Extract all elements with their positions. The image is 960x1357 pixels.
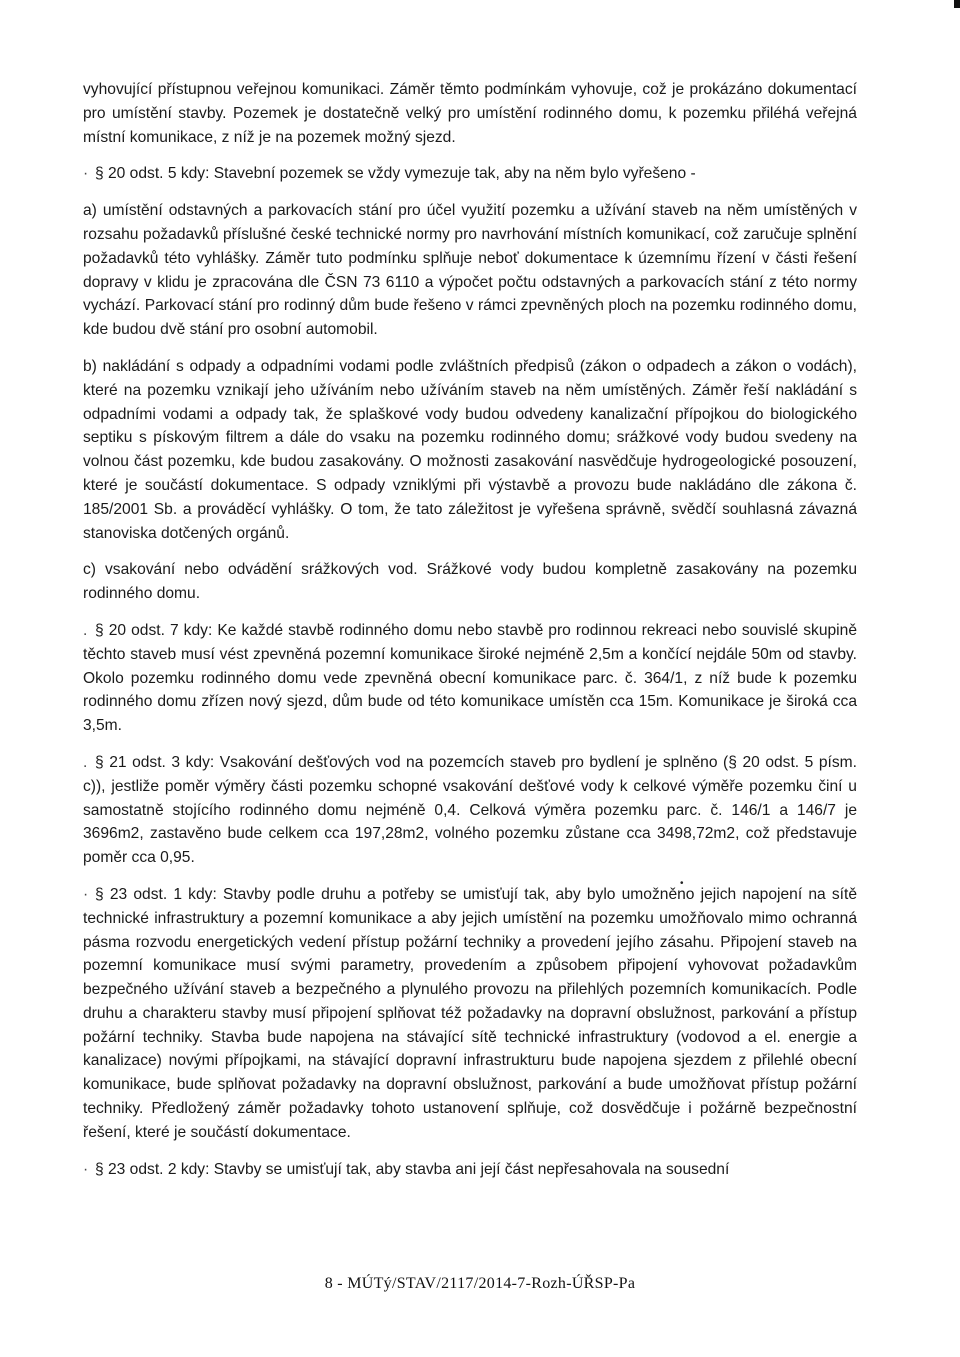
paragraph-section-23-2	[83, 1158, 857, 1182]
paragraph-text: a) umístění odstavných a parkovacích stání pro účel využití pozemku a užívání staveb na něm umístěných v rozsahu požadavků příslušné české technické normy pro navrhování místních komunikací, což zaručuje splnění požadavků této vyhlášky. Záměr tuto podmínku splňuje neboť dokumentace k územnímu řízení v části řešení dopravy v klidu je zpracována dle ČSN 73 6110 a výpočet počtu odstavných a parkovacích stání z této normy vychází. Parkovací stání pro rodinný dům bude řešeno v rámci zpevněných ploch na pozemku rodinného domu, kde budou dvě stání pro osobní automobil.	[83, 202, 857, 339]
paragraph-text: § 20 odst. 7 kdy: Ke každé stavbě rodinného domu nebo stavbě pro rodinnou rekreaci nebo souvislé skupině těchto staveb musí vést zpevněná pozemní komunikace široké nejméně 2,5m a končící nejdále 50m od stavby. Okolo pozemku rodinného domu vede zpevněná obecní komunikace parc. č. 364/1, z níž bude k pozemku rodinného domu zřízen nový sjezd, dům bude od této komunikace umístěn cca 15m. Komunikace je široká cca 3,5m.	[83, 621, 857, 735]
paragraph-text: vyhovující přístupnou veřejnou komunikaci. Záměr těmto podmínkám vyhovuje, což je prokázáno dokumentací pro umístění stavby. Pozemek je dostatečně velký pro umístění rodinného domu, k pozemku přiléhá veřejná místní komunikace, z níž je na pozemek možný sjezd.	[83, 81, 857, 146]
page-footer-reference: 8 - MÚTý/STAV/2117/2014-7-Rozh-ÚŘSP-Pa	[324, 1275, 636, 1292]
paragraph-section-20-5	[83, 162, 857, 186]
paragraph-text: § 23 odst. 1 kdy: Stavby podle druhu a potřeby se umisťují tak, aby bylo umožněno jejich napojení na sítě technické infrastruktury a pozemní komunikace a aby jejich umístění na pozemku umožňovalo mimo ochranná pásma rozvodu energetických vedení přístup požární techniky a provedení jejího zásahu. Připojení staveb na pozemní komunikace musí svými parametry, provedením a způsobem připojení vyhovovat požadavkům bezpečného užívání staveb a bezpečného a plynulého provozu na přilehlých pozemních komunikacích. Podle druhu a charakteru stavby musí připojení splňovat též požadavky na dopravní obslužnost, parkování a přístup požární techniky. Stavba bude napojena na stávající sítě technické infrastruktury (vodovod a el. energie a kanalizace) novými přípojkami, na stávající dopravní infrastrukturu bude napojena sjezdem z přilehlé obecní komunikace, bude splňovat požadavky na dopravní obslužnost, parkování a bude umožňovat přístup požární techniky. Předložený záměr požadavky tohoto ustanovení splňuje, což dosvědčuje i požárně bezpečnostní řešení, které je součástí dokumentace.	[83, 885, 857, 1141]
paragraph-item-c-rainwater	[83, 558, 857, 606]
paragraph-bullet: ·	[83, 1160, 89, 1178]
paragraph-access-road	[83, 78, 857, 149]
paragraph-section-20-7	[83, 619, 857, 738]
paragraph-text: § 20 odst. 5 kdy: Stavební pozemek se vždy vymezuje tak, aby na něm bylo vyřešeno -	[95, 165, 696, 183]
scan-artifact-dot: •	[680, 878, 684, 889]
paragraph-bullet: .	[83, 621, 88, 639]
document-body	[83, 78, 857, 1194]
paragraph-text: § 21 odst. 3 kdy: Vsakování dešťových vod na pozemcích staveb pro bydlení je splněno (§ 20 odst. 5 písm. c)), jestliže poměr výměry části pozemku schopné vsakování dešťové vody k celkové výměře pozemku činí u samostatně stojícího rodinného domu nejméně 0,4. Celková výměra pozemku parc. č. 146/1 a 146/7 je 3696m2, zastavěno bude celkem cca 197,28m2, volného pozemku zůstane cca 3498,72m2, což představuje poměr cca 0,95.	[83, 753, 857, 867]
paragraph-item-a-parking	[83, 199, 857, 342]
paragraph-section-21-3	[83, 751, 857, 870]
paragraph-text: c) vsakování nebo odvádění srážkových vod. Srážkové vody budou kompletně zasakovány na pozemku rodinného domu.	[83, 561, 857, 603]
paragraph-bullet: ·	[83, 885, 89, 903]
paragraph-text: b) nakládání s odpady a odpadními vodami podle zvláštních předpisů (zákon o odpadech a zákon o vodách), které na pozemku vznikají jeho užíváním nebo užíváním staveb na něm umístěných. Záměr řeší nakládání s odpadními vodami a odpady tak, že splaškové vody budou odvedeny kanalizační přípojkou do biologického septiku s pískovým filtrem a dále do vsaku na pozemku rodinného domu; srážkové vody budou svedeny na volnou část pozemku, kde budou zasakovány. O možnosti zasakování nasvědčuje hydrogeologické posouzení, které je součástí dokumentace. S odpady vzniklými při výstavbě a provozu bude nakládáno dle zákona č. 185/2001 Sb. a prováděcí vyhlášky. O tom, že tato záležitost je vyřešena správně, svědčí souhlasná závazná stanoviska dotčených orgánů.	[83, 357, 857, 542]
scan-corner-mark	[954, 0, 960, 8]
paragraph-item-b-waste	[83, 355, 857, 545]
paragraph-bullet: ·	[83, 165, 89, 183]
paragraph-section-23-1	[83, 883, 857, 1145]
paragraph-bullet: .	[83, 753, 88, 771]
paragraph-text: § 23 odst. 2 kdy: Stavby se umisťují tak, aby stavba ani její část nepřesahovala na sousední	[95, 1160, 730, 1178]
